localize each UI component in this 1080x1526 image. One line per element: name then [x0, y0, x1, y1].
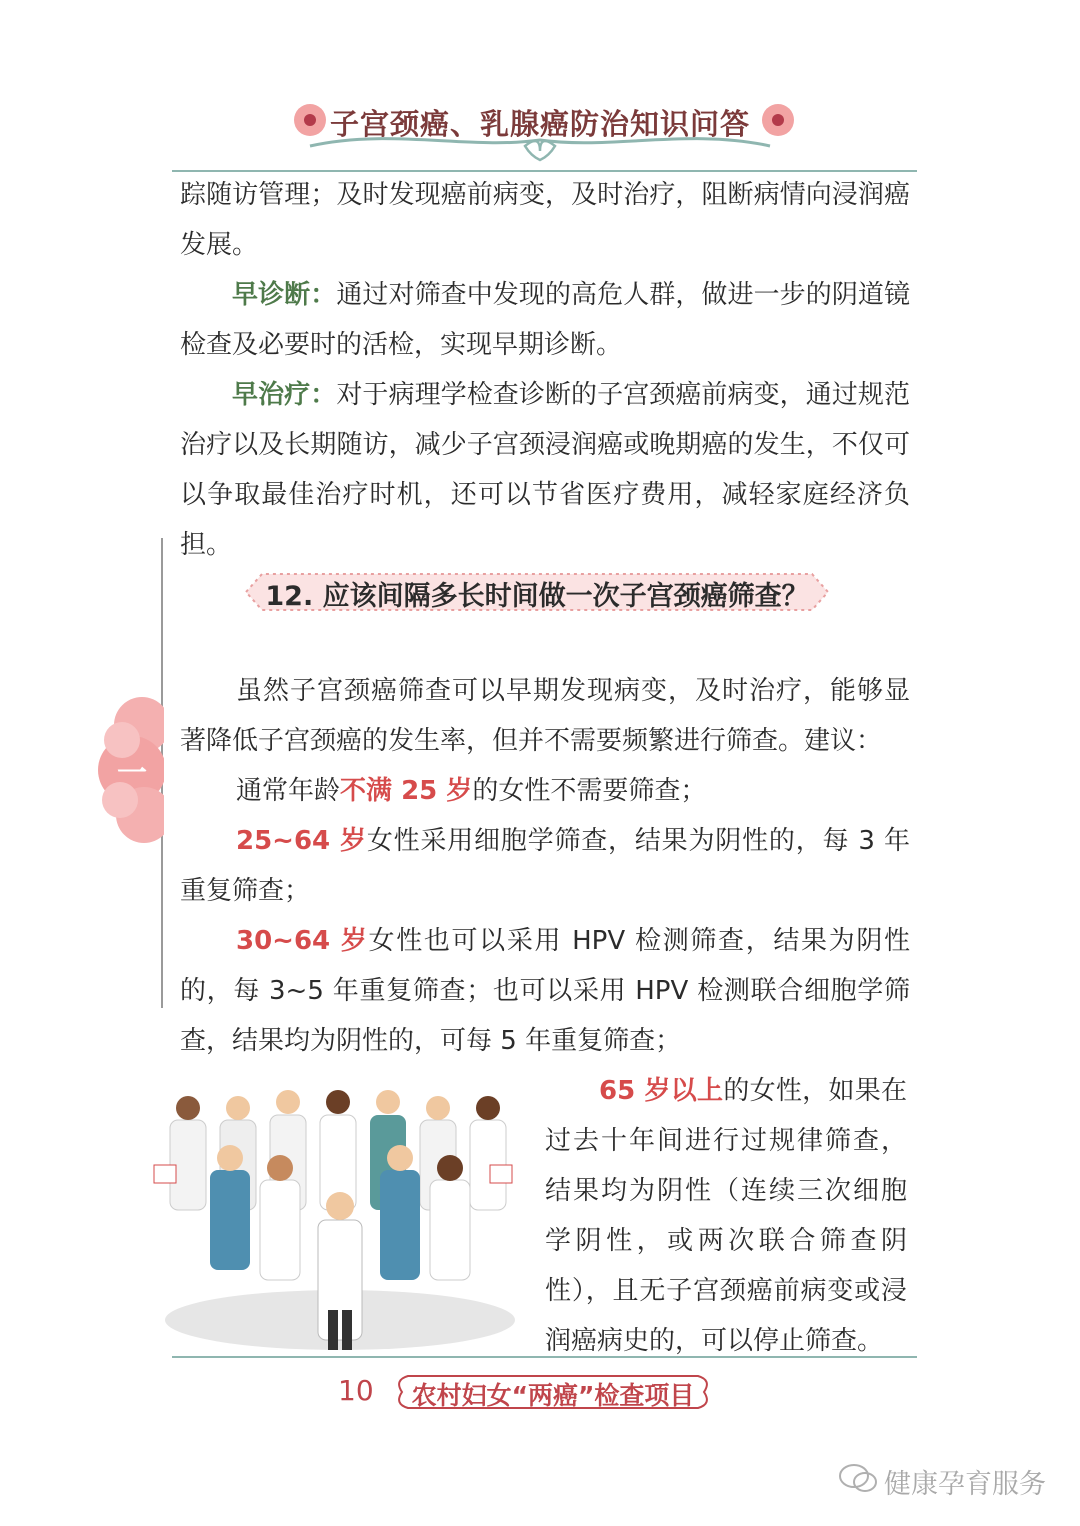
wechat-icon [838, 1460, 878, 1496]
rule-30-64 [180, 916, 910, 1066]
rule-30-64-text: 女性也可以采用 HPV 检测筛查，结果为阴性的，每 3~5 年重复筛查；也可以采用 HPV 检测联合细胞学筛查，结果均为阴性的，可每 5 年重复筛查； [180, 926, 911, 1056]
rule-under-25-pre: 通常年龄 [236, 776, 341, 806]
chapter-tab-number: 一 [117, 756, 147, 791]
paragraph-intro: 虽然子宫颈癌筛查可以早期发现病变，及时治疗，能够显著降低子宫颈癌的发生率，但并不需要频繁进行筛查。建议： [180, 676, 910, 756]
page-number: 10 [338, 1374, 374, 1407]
section-title: 12. 应该间隔多长时间做一次子宫颈癌筛查？ [265, 581, 809, 612]
medical-staff-illustration [150, 1080, 530, 1360]
watermark-text: 健康孕育服务 [884, 1469, 1046, 1500]
rule-25-64 [180, 816, 910, 916]
rule-under-25 [180, 766, 910, 816]
text-early-treatment: 对于病理学检查诊断的子宫颈癌前病变，通过规范治疗以及长期随访，减少子宫颈浸润癌或晚期癌的发生，不仅可以争取最佳治疗时机，还可以节省医疗费用，减轻家庭经济负担。 [180, 380, 910, 560]
rule-under-25-highlight: 不满 25 岁 [340, 776, 473, 806]
rule-25-64-text: 女性采用细胞学筛查，结果为阴性的，每 3 年重复筛查； [180, 826, 910, 906]
section-banner [232, 570, 842, 614]
page-header [270, 88, 810, 168]
label-early-treatment: 早治疗： [232, 380, 337, 410]
paragraph-early-treatment [180, 370, 910, 570]
footer-rule [172, 1356, 917, 1358]
rule-30-64-highlight: 30~64 岁 [236, 926, 369, 956]
paragraph-early-diagnosis [180, 270, 910, 370]
rule-under-25-post: 的女性不需要筛查； [472, 776, 707, 806]
rule-65-plus [545, 1066, 907, 1366]
footer-label: 农村妇女“两癌”检查项目 [411, 1381, 695, 1410]
paragraph-followup: 踪随访管理；及时发现癌前病变，及时治疗，阻断病情向浸润癌发展。 [180, 180, 910, 260]
header-title: 子宫颈癌、乳腺癌防治知识问答 [329, 107, 750, 141]
footer-label-box [388, 1372, 718, 1412]
rule-65-plus-text: 的女性，如果在过去十年间进行过规律筛查，结果均为阴性（连续三次细胞学阴性，或两次联合筛查阴性），且无子宫颈癌前病变或浸润癌病史的，可以停止筛查。 [545, 1076, 907, 1356]
rule-65-plus-highlight: 65 岁以上 [599, 1076, 724, 1106]
rule-25-64-highlight: 25~64 岁 [236, 826, 367, 856]
label-early-diagnosis: 早诊断： [232, 280, 337, 310]
text-early-diagnosis: 通过对筛查中发现的高危人群，做进一步的阴道镜检查及必要时的活检，实现早期诊断。 [180, 280, 910, 360]
